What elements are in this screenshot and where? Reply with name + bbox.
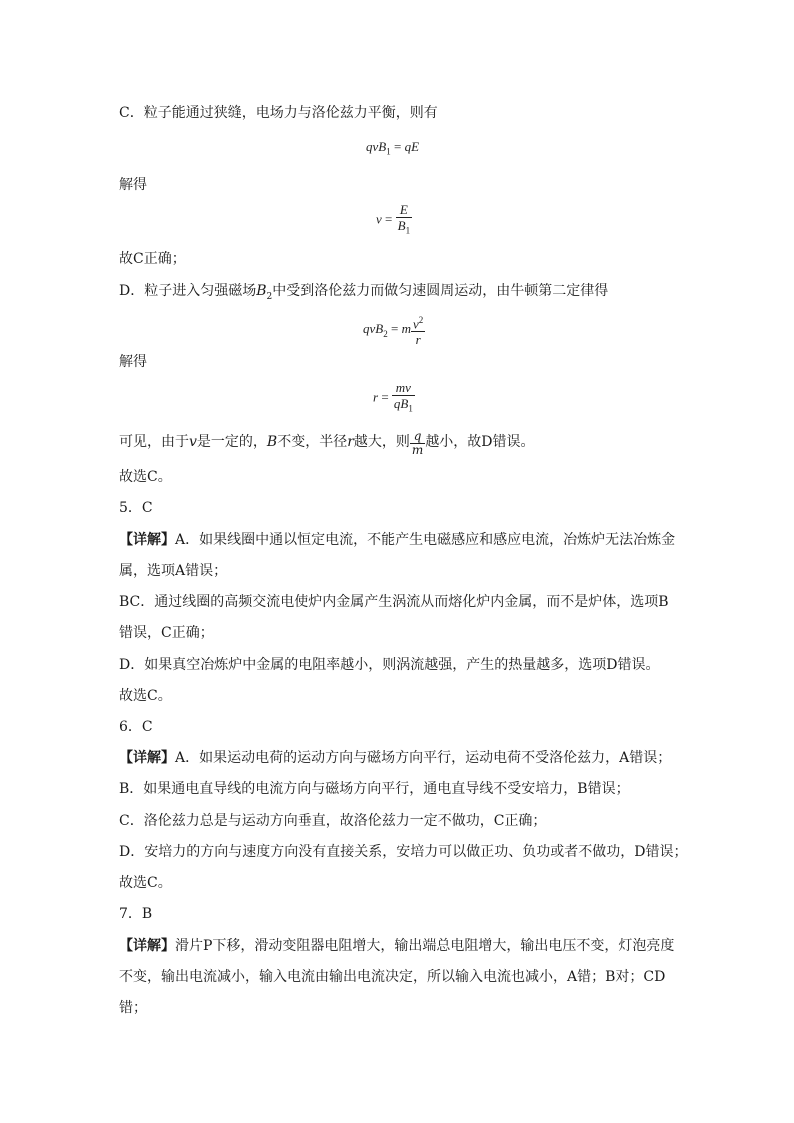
q6-detail-d: D．安培力的方向与速度方向没有直接关系，安培力可以做正功、负功或者不做功，D错误；: [119, 844, 688, 860]
q6-detail-a: 【详解】A．如果运动电荷的运动方向与磁场方向平行，运动电荷不受洛伦兹力，A错误；: [119, 750, 672, 766]
q5-number: 5．C: [119, 500, 153, 516]
equation-force-balance: qvB$_1$ = qE: [366, 139, 420, 157]
solve-label-2: 解得: [119, 354, 147, 370]
q7-detail-2: 不变，输出电流减小，输入电流由输出电流决定，所以输入电流也减小，A错；B对；CD: [119, 969, 666, 985]
option-d-intro: D．粒子进入匀强磁场$B_2$中受到洛伦兹力而做匀速圆周运动，由牛顿第二定律得: [119, 283, 609, 302]
q7-detail-3: 错；: [119, 1000, 147, 1016]
equation-velocity: v = $\frac{E}{B_1}$: [376, 202, 412, 239]
q4-answer: 故选C。: [119, 469, 172, 485]
q6-answer: 故选C。: [119, 875, 172, 891]
equation-radius: r = $\frac{mv}{qB_1}$: [373, 380, 415, 417]
q7-number: 7．B: [119, 906, 153, 922]
q5-detail-d: D．如果真空冶炼炉中金属的电阻率越小，则涡流越强，产生的热量越多，选项D错误。: [119, 657, 660, 673]
q6-detail-c: C．洛伦兹力总是与运动方向垂直，故洛伦兹力一定不做功，C正确；: [119, 813, 547, 829]
option-d-conclusion: 可见，由于v是一定的，B不变，半径r越大，则 $\frac{q}{m}$ 越小，故D错误。: [119, 429, 535, 457]
q5-detail-bc: BC．通过线圈的高频交流电使炉内金属产生涡流从而熔化炉内金属，而不是炉体，选项B: [119, 594, 669, 610]
option-c-conclusion: 故C正确；: [119, 251, 186, 267]
q7-detail-1: 【详解】滑片P下移，滑动变阻器电阻增大，输出端总电阻增大，输出电压不变，灯泡亮度: [119, 938, 675, 954]
q6-number: 6．C: [119, 719, 153, 735]
q5-detail-bc-cont: 错误，C正确；: [119, 625, 214, 641]
q6-detail-b: B．如果通电直导线的电流方向与磁场方向平行，通电直导线不受安培力，B错误；: [119, 781, 630, 797]
equation-newton-second-law: qvB$_2$ = m $\frac{v^2}{r}$: [363, 315, 424, 348]
option-c-intro: C．粒子能通过狭缝，电场力与洛伦兹力平衡，则有: [119, 105, 438, 121]
q5-detail-a-cont: 属，选项A错误；: [119, 563, 228, 579]
q5-detail-a: 【详解】A．如果线圈中通以恒定电流，不能产生电磁感应和感应电流，冶炼炉无法冶炼金: [119, 532, 676, 548]
solve-label-1: 解得: [119, 177, 147, 193]
q5-answer: 故选C。: [119, 688, 172, 704]
